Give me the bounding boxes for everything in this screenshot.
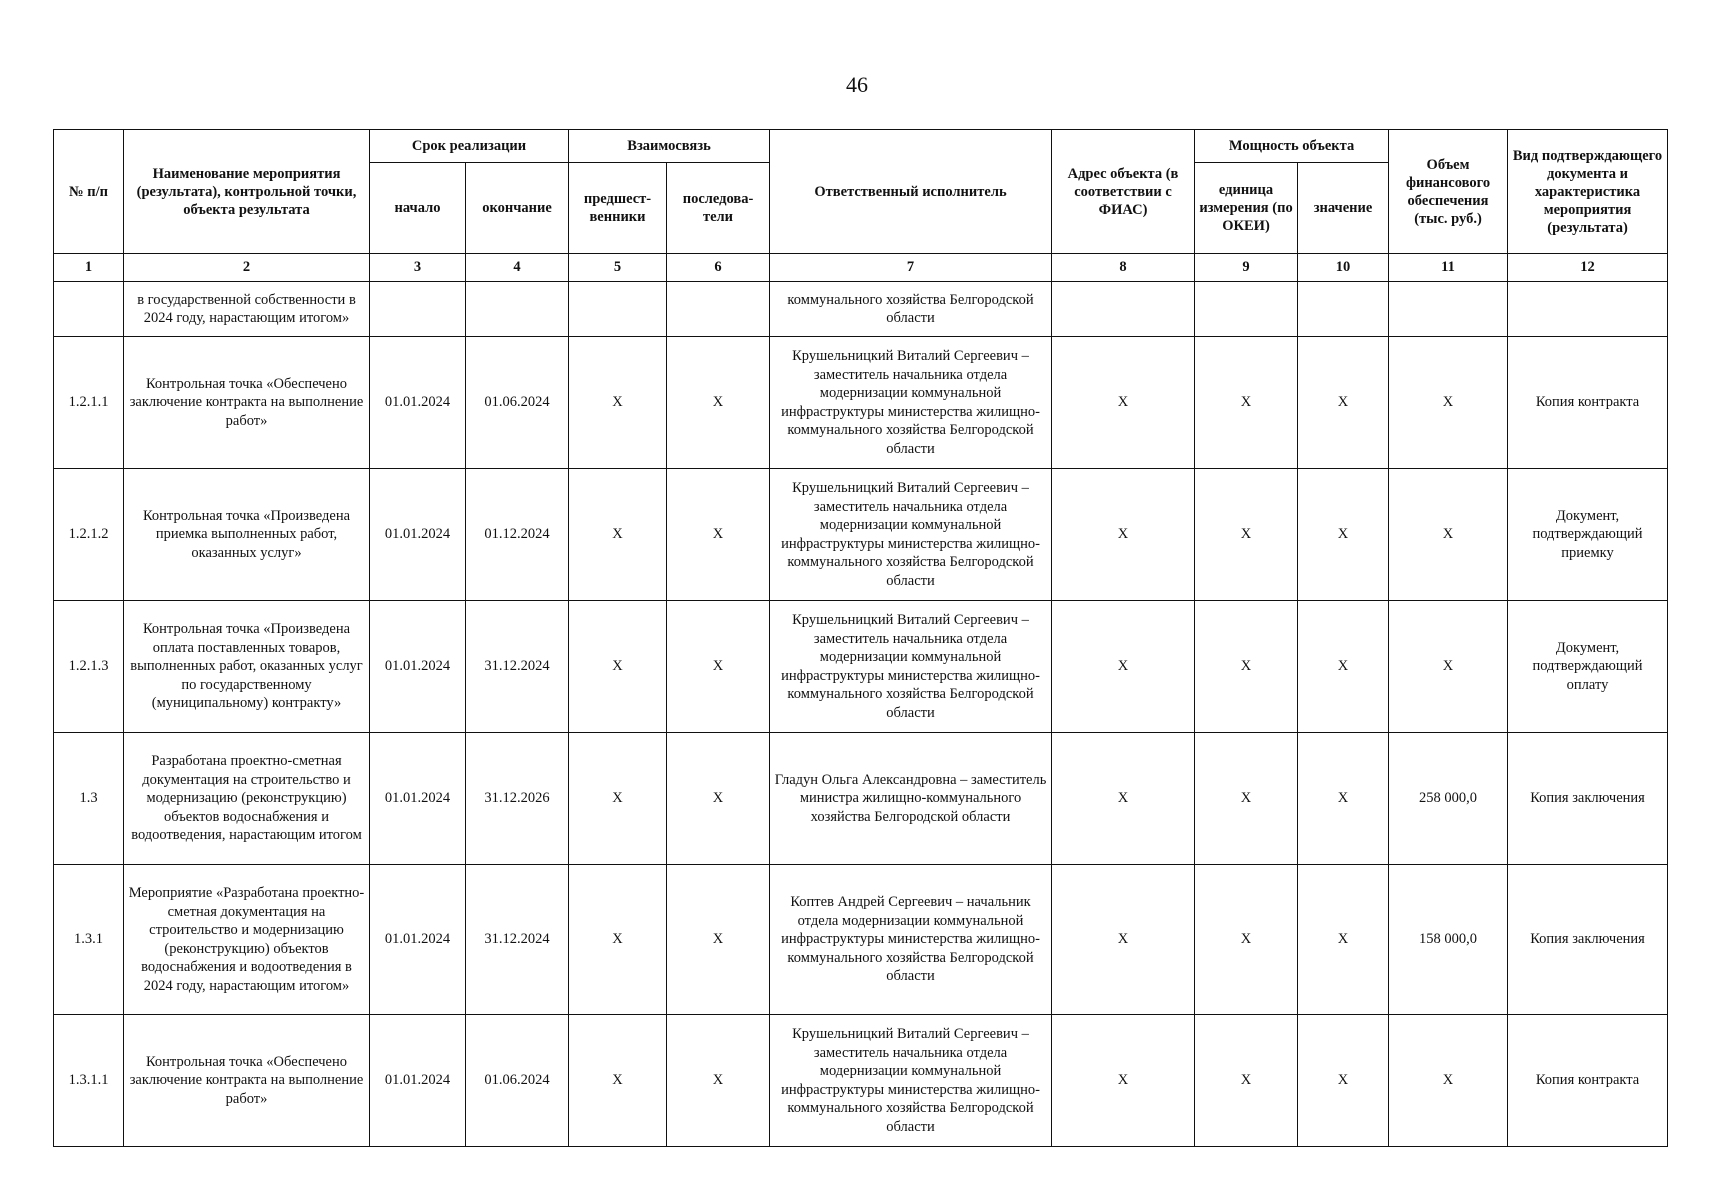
cell-predecessors: X [569,865,667,1015]
cell-name: Контрольная точка «Произведена оплата поставленных товаров, выполненных работ, оказанных услуг по государственному (муниципальному) контракту» [124,601,370,733]
header-address: Адрес объекта (в соответствии с ФИАС) [1052,130,1195,254]
header-name: Наименование мероприятия (результата), контрольной точки, объекта результата [124,130,370,254]
cell-num: 1.2.1.1 [54,337,124,469]
cell-predecessors: X [569,337,667,469]
column-number: 11 [1389,254,1508,282]
cell-num: 1.3 [54,733,124,865]
cell-predecessors: X [569,469,667,601]
header-capacity: Мощность объекта [1195,130,1389,163]
cell-name: Контрольная точка «Обеспечено заключение контракта на выполнение работ» [124,337,370,469]
cell-end: 31.12.2024 [466,601,569,733]
cell-end: 31.12.2026 [466,733,569,865]
cell-unit: X [1195,1015,1298,1147]
cell-successors: X [667,469,770,601]
header-executor: Ответственный исполнитель [770,130,1052,254]
header-period: Срок реализации [370,130,569,163]
cell-num [54,282,124,337]
cell-executor: Крушельницкий Виталий Сергеевич – заместитель начальника отдела модернизации коммунальной инфраструктуры министерства жилищно-коммунального хозяйства Белгородской области [770,601,1052,733]
cell-unit: X [1195,469,1298,601]
cell-document [1508,282,1668,337]
page-number: 46 [846,72,868,97]
cell-end [466,282,569,337]
header-predecessors: предшест-венники [569,163,667,254]
cell-num: 1.2.1.3 [54,601,124,733]
header-num: № п/п [54,130,124,254]
table-row [54,733,1668,865]
cell-name: Разработана проектно-сметная документация на строительство и модернизацию (реконструкцию) объектов водоснабжения и водоотведения, нарастающим итогом [124,733,370,865]
cell-predecessors: X [569,1015,667,1147]
cell-executor: Коптев Андрей Сергеевич – начальник отдела модернизации коммунальной инфраструктуры министерства жилищно-коммунального хозяйства Белгородской области [770,865,1052,1015]
cell-executor: Крушельницкий Виталий Сергеевич – заместитель начальника отдела модернизации коммунальной инфраструктуры министерства жилищно-коммунального хозяйства Белгородской области [770,1015,1052,1147]
cell-start: 01.01.2024 [370,865,466,1015]
cell-predecessors [569,282,667,337]
cell-successors: X [667,601,770,733]
cell-funding [1389,282,1508,337]
table-row [54,469,1668,601]
cell-value: X [1298,733,1389,865]
cell-document: Документ, подтверждающий приемку [1508,469,1668,601]
header-unit: единица измерения (по ОКЕИ) [1195,163,1298,254]
cell-end: 01.12.2024 [466,469,569,601]
cell-document: Копия контракта [1508,337,1668,469]
cell-start: 01.01.2024 [370,469,466,601]
column-number: 10 [1298,254,1389,282]
cell-address: X [1052,601,1195,733]
column-number: 9 [1195,254,1298,282]
cell-num: 1.3.1 [54,865,124,1015]
cell-successors: X [667,337,770,469]
cell-value: X [1298,601,1389,733]
cell-end: 01.06.2024 [466,337,569,469]
column-number: 5 [569,254,667,282]
header-end: окончание [466,163,569,254]
cell-unit: X [1195,865,1298,1015]
column-number: 4 [466,254,569,282]
cell-successors: X [667,1015,770,1147]
cell-document: Копия заключения [1508,865,1668,1015]
cell-document: Документ, подтверждающий оплату [1508,601,1668,733]
table-row [54,1015,1668,1147]
cell-value [1298,282,1389,337]
cell-document: Копия заключения [1508,733,1668,865]
cell-value: X [1298,865,1389,1015]
header-funding: Объем финансового обеспечения (тыс. руб.) [1389,130,1508,254]
cell-start: 01.01.2024 [370,601,466,733]
plan-table [53,129,1668,1147]
cell-start: 01.01.2024 [370,1015,466,1147]
cell-address: X [1052,1015,1195,1147]
cell-address [1052,282,1195,337]
column-number: 7 [770,254,1052,282]
cell-name: Контрольная точка «Произведена приемка выполненных работ, оказанных услуг» [124,469,370,601]
column-number: 3 [370,254,466,282]
cell-address: X [1052,469,1195,601]
cell-executor: Гладун Ольга Александровна – заместитель министра жилищно-коммунального хозяйства Белгородской области [770,733,1052,865]
column-number: 6 [667,254,770,282]
cell-executor: Крушельницкий Виталий Сергеевич – заместитель начальника отдела модернизации коммунальной инфраструктуры министерства жилищно-коммунального хозяйства Белгородской области [770,337,1052,469]
cell-unit: X [1195,337,1298,469]
table-row [54,337,1668,469]
header-document: Вид подтверждающего документа и характеристика мероприятия (результата) [1508,130,1668,254]
cell-start: 01.01.2024 [370,337,466,469]
column-numbers-row [54,254,1668,282]
cell-name: Контрольная точка «Обеспечено заключение контракта на выполнение работ» [124,1015,370,1147]
column-number: 12 [1508,254,1668,282]
cell-name: в государственной собственности в 2024 году, нарастающим итогом» [124,282,370,337]
cell-funding: X [1389,1015,1508,1147]
cell-funding: X [1389,469,1508,601]
cell-successors [667,282,770,337]
cell-end: 01.06.2024 [466,1015,569,1147]
cell-value: X [1298,337,1389,469]
cell-executor: Крушельницкий Виталий Сергеевич – заместитель начальника отдела модернизации коммунальной инфраструктуры министерства жилищно-коммунального хозяйства Белгородской области [770,469,1052,601]
header-value: значение [1298,163,1389,254]
column-number: 8 [1052,254,1195,282]
cell-unit [1195,282,1298,337]
table-row [54,601,1668,733]
cell-predecessors: X [569,733,667,865]
continuation-row [54,282,1668,337]
cell-document: Копия контракта [1508,1015,1668,1147]
cell-successors: X [667,733,770,865]
cell-address: X [1052,337,1195,469]
column-number: 2 [124,254,370,282]
cell-funding: 258 000,0 [1389,733,1508,865]
column-number: 1 [54,254,124,282]
cell-value: X [1298,1015,1389,1147]
header-successors: последова-тели [667,163,770,254]
cell-executor: коммунального хозяйства Белгородской области [770,282,1052,337]
table-row [54,865,1668,1015]
header-row-groups [54,130,1668,163]
cell-num: 1.2.1.2 [54,469,124,601]
cell-funding: X [1389,337,1508,469]
header-start: начало [370,163,466,254]
cell-predecessors: X [569,601,667,733]
cell-unit: X [1195,601,1298,733]
cell-successors: X [667,865,770,1015]
cell-name: Мероприятие «Разработана проектно-сметная документация на строительство и модернизацию (реконструкцию) объектов водоснабжения и водоотведения в 2024 году, нарастающим итогом» [124,865,370,1015]
cell-funding: X [1389,601,1508,733]
cell-start [370,282,466,337]
cell-unit: X [1195,733,1298,865]
cell-funding: 158 000,0 [1389,865,1508,1015]
cell-address: X [1052,865,1195,1015]
cell-end: 31.12.2024 [466,865,569,1015]
cell-num: 1.3.1.1 [54,1015,124,1147]
cell-address: X [1052,733,1195,865]
header-relation: Взаимосвязь [569,130,770,163]
cell-value: X [1298,469,1389,601]
cell-start: 01.01.2024 [370,733,466,865]
